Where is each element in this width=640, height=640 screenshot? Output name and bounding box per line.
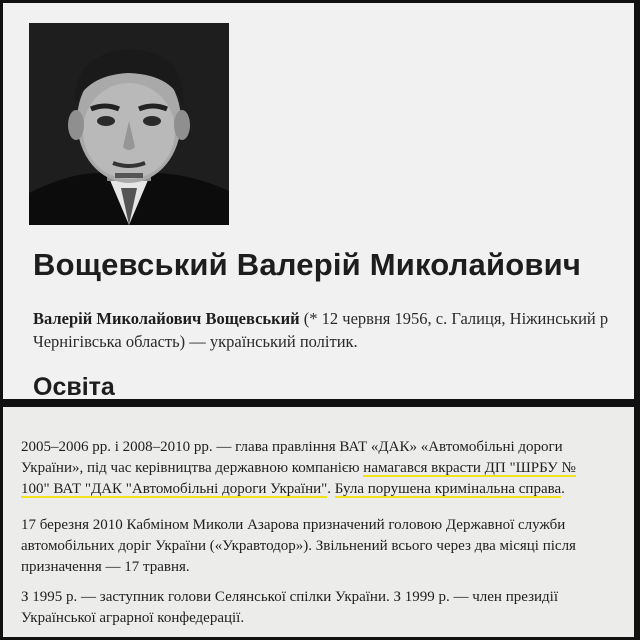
career-paragraph-ukravtodor [21, 515, 633, 578]
intro-line-2: Чернігівська область) — український політик. [33, 332, 358, 351]
highlighted-text: намагався вкрасти ДП "ШРБУ № [363, 460, 576, 476]
career-line-2-text: України», під час керівництва державною компанією [21, 460, 364, 476]
career-line-2 [21, 458, 633, 479]
career-line-3 [21, 479, 633, 500]
highlighted-text: 100" ВАТ "ДАК "Автомобільні дороги України" [21, 481, 328, 497]
career-p2-line-1: 17 березня 2010 Кабміном Миколи Азарова призначений головою Державної служби [21, 517, 566, 533]
career-line-3-mid: . [327, 481, 335, 497]
career-p2-line-2: автомобільних доріг України («Укравтодор»). Звільнений всього через два місяці після [21, 538, 576, 554]
intro-paragraph [33, 307, 634, 353]
career-line-3-end: . [561, 481, 565, 497]
section-heading-education: Освіта [33, 373, 115, 399]
excerpt-panel [3, 407, 634, 637]
career-paragraph-avtodor [21, 437, 633, 500]
career-paragraph-union [21, 587, 633, 629]
intro-line-1-rest: (* 12 червня 1956, с. Галиця, Ніжинський р [299, 309, 609, 328]
profile-panel [3, 3, 634, 399]
portrait-photo [29, 23, 229, 225]
career-p3-line-1: З 1995 р. — заступник голови Селянської спілки України. З 1999 р. — член президії [21, 589, 558, 605]
highlighted-text: Була порушена кримінальна справа [334, 481, 562, 497]
career-line-1: 2005–2006 рр. і 2008–2010 рр. — глава правління ВАТ «ДАК» «Автомобільні дороги [21, 439, 563, 455]
career-p3-line-2: Української аграрної конфедерації. [21, 610, 245, 626]
page-title: Вощевський Валерій Миколайович [33, 247, 582, 282]
career-p2-line-3: призначення — 17 травня. [21, 559, 190, 575]
intro-line-1 [33, 307, 634, 330]
intro-name-bold: Валерій Миколайович Вощевський [33, 309, 300, 328]
